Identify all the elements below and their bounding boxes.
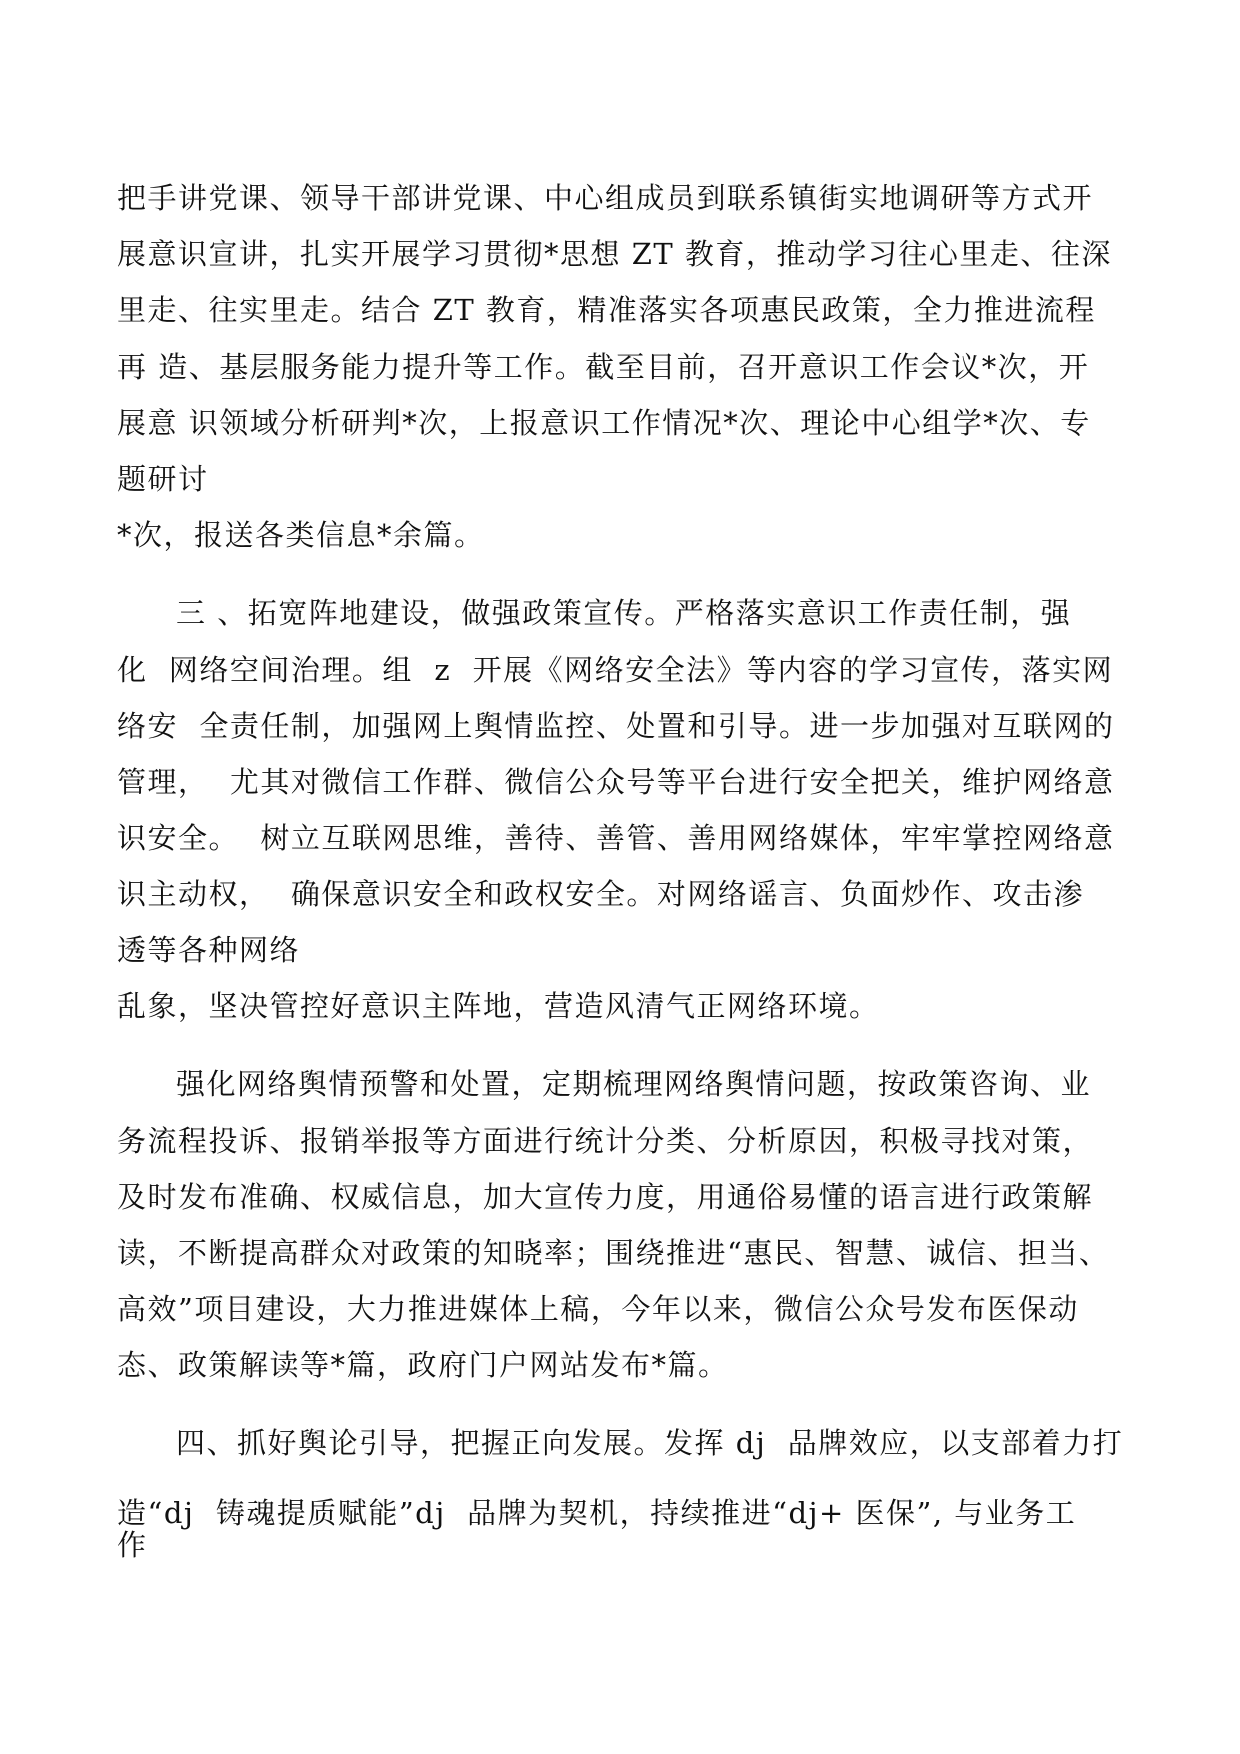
text-line-12: 识安全。 树立互联网思维，善待、善管、善用网络媒体，牢牢掌控网络意 xyxy=(117,821,1115,855)
section-four-heading-line: 四、抓好舆论引导，把握正向发展。发挥 dj 品牌效应，以支部着力打 xyxy=(176,1426,1124,1460)
text-line-23: 造“dj 铸魂提质赋能”dj 品牌为契机，持续推进“dj+ 医保”, 与业务工 xyxy=(117,1496,1077,1530)
text-line-5: 展意 识领域分析研判*次，上报意识工作情况*次、理论中心组学*次、专 xyxy=(117,406,1091,440)
text-line-14: 透等各种网络 xyxy=(117,933,301,967)
text-line-1: 把手讲党课、领导干部讲党课、中心组成员到联系镇街实地调研等方式开 xyxy=(117,181,1094,215)
section-three-heading-line: 三 、拓宽阵地建设，做强政策宣传。严格落实意识工作责任制，强 xyxy=(176,596,1072,630)
text-line-17: 务流程投诉、报销举报等方面进行统计分类、分析原因，积极寻找对策， xyxy=(117,1124,1094,1158)
text-line-11: 管理， 尤其对微信工作群、微信公众号等平台进行安全把关，维护网络意 xyxy=(117,765,1115,799)
text-line-18: 及时发布准确、权威信息，加大宣传力度，用通俗易懂的语言进行政策解 xyxy=(117,1180,1094,1214)
text-line-7: *次，报送各类信息*余篇。 xyxy=(117,518,485,552)
text-line-3: 里走、往实里走。结合 ZT 教育，精准落实各项惠民政策，全力推进流程 xyxy=(117,293,1096,327)
text-line-19: 读，不断提高群众对政策的知晓率；围绕推进“惠民、智慧、诚信、担当、 xyxy=(117,1236,1110,1270)
text-line-21: 态、政策解读等*篇，政府门户网站发布*篇。 xyxy=(117,1348,729,1382)
text-line-4: 再 造、基层服务能力提升等工作。截至目前，召开意识工作会议*次，开 xyxy=(117,350,1090,384)
text-line-9: 化 网络空间治理。组 z 开展《网络安全法》等内容的学习宣传，落实网 xyxy=(117,653,1114,687)
text-line-16: 强化网络舆情预警和处置，定期梳理网络舆情问题，按政策咨询、业 xyxy=(176,1067,1092,1101)
text-line-20: 高效”项目建设，大力推进媒体上稿，今年以来，微信公众号发布医保动 xyxy=(117,1292,1079,1326)
text-line-15: 乱象，坚决管控好意识主阵地，营造风清气正网络环境。 xyxy=(117,989,880,1023)
text-line-13: 识主动权， 确保意识安全和政权安全。对网络谣言、负面炒作、攻击渗 xyxy=(117,877,1084,911)
text-line-24: 作 xyxy=(117,1528,148,1562)
text-line-6: 题研讨 xyxy=(117,462,209,496)
text-line-2: 展意识宣讲，扎实开展学习贯彻*思想 ZT 教育，推动学习往心里走、往深 xyxy=(117,237,1112,271)
text-line-10: 络安 全责任制，加强网上舆情监控、处置和引导。进一步加强对互联网的 xyxy=(117,709,1115,743)
